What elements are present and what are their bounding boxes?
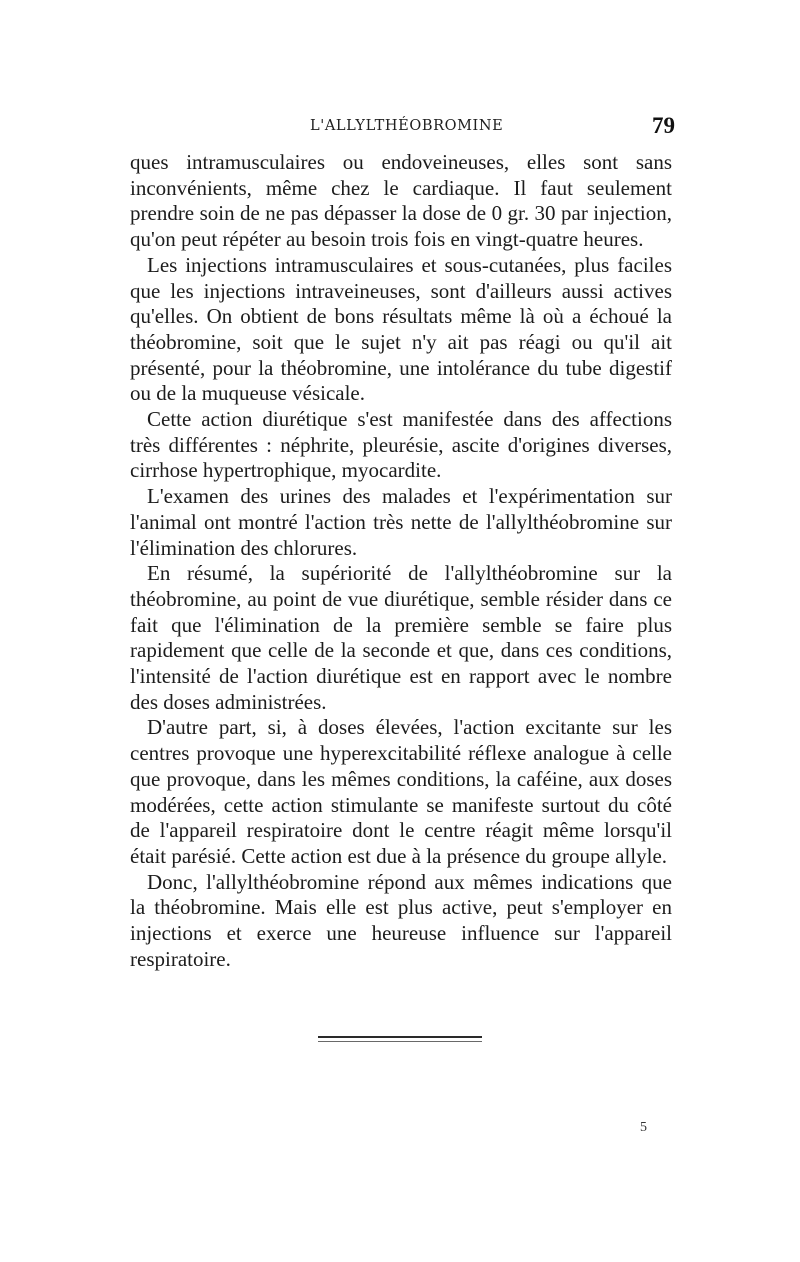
section-end-rule — [318, 1036, 482, 1046]
paragraph: Les injections intramusculaires et sous-cutanées, plus faciles que les injections intraveineuses, sont d'ailleurs aussi actives qu'elles. On obtient de bons résultats même là où a échoué la théobromine, soit que le sujet n'y ait pas réagi ou qu'il ait présenté, pour la théobromine, une intolérance du tube digestif ou de la muqueuse vésicale. — [130, 252, 672, 406]
page-number: 79 — [652, 113, 675, 138]
paragraph-continuation: ques intramusculaires ou endoveineuses, elles sont sans inconvénients, même chez le cardiaque. Il faut seulement prendre soin de ne pas dépasser la dose de 0 gr. 30 par injection, qu'on peut répéter au besoin trois fois en vingt-quatre heures. — [130, 150, 672, 252]
running-header — [0, 112, 800, 142]
paragraph: Cette action diurétique s'est manifestée dans des affections très différentes : néphrite, pleurésie, ascite d'origines diverses, cirrhose hypertrophique, myocardite. — [130, 407, 672, 483]
paragraph: En résumé, la supériorité de l'allylthéobromine sur la théobromine, au point de vue diurétique, semble résider dans ce fait que l'élimination de la première semble se faire plus rapidement que celle de la seconde et que, dans ces conditions, l'intensité de l'action diurétique est en rapport avec le nombre des doses administrées. — [130, 561, 672, 714]
running-title: L'ALLYLTHÉOBROMINE — [310, 118, 504, 134]
paragraph: D'autre part, si, à doses élevées, l'action excitante sur les centres provoque une hyperexcitabilité réflexe analogue à celle que provoque, dans les mêmes conditions, la caféine, aux doses modérées, cette action stimulante se manifeste surtout du côté de l'appareil respiratoire dont le centre réagit même lorsqu'il était parésié. Cette action est due à la présence du groupe allyle. — [130, 715, 672, 868]
paragraph: Donc, l'allylthéobromine répond aux mêmes indications que la théobromine. Mais elle est plus active, peut s'employer en injections et exerce une heureuse influence sur l'appareil respiratoire. — [130, 869, 672, 971]
rule-line — [318, 1036, 482, 1038]
signature-mark: 5 — [640, 1120, 647, 1135]
paragraph: L'examen des urines des malades et l'expérimentation sur l'animal ont montré l'action très nette de l'allylthéobromine sur l'élimination des chlorures. — [130, 484, 672, 560]
rule-line — [318, 1041, 482, 1042]
body-text — [130, 150, 672, 973]
